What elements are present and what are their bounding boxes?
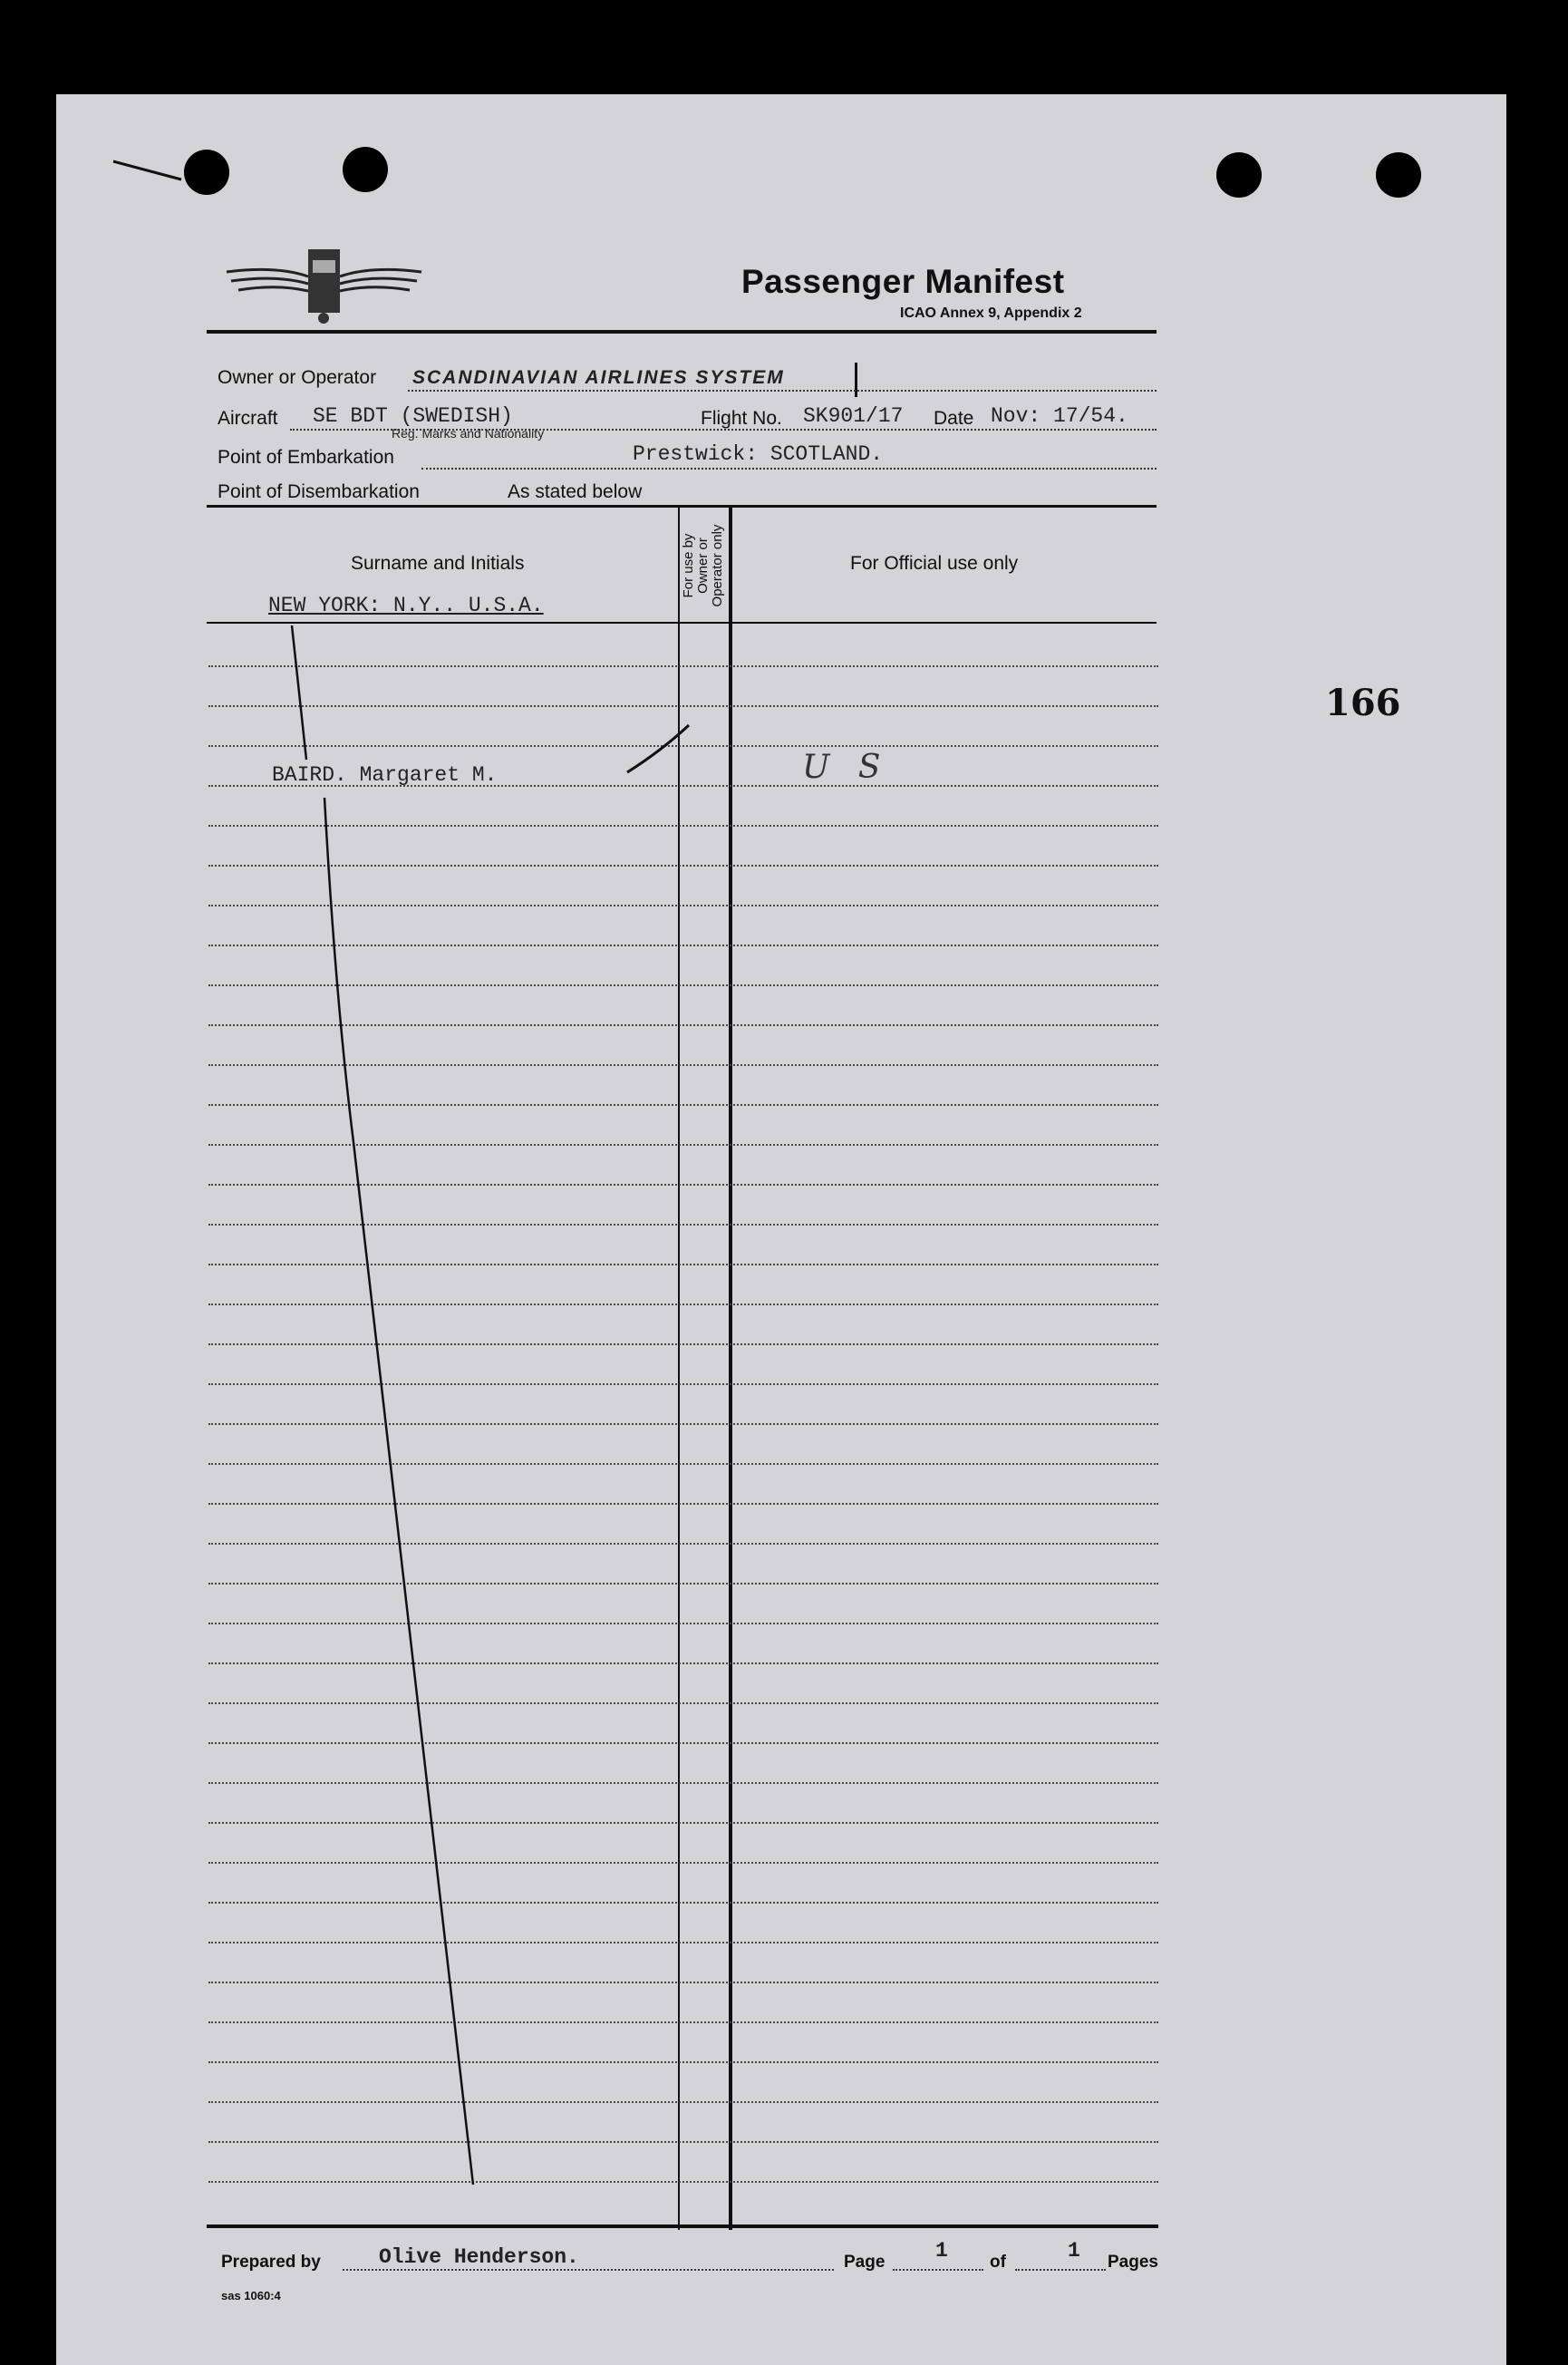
page-subtitle: ICAO Annex 9, Appendix 2 (900, 305, 1082, 321)
disembark-value: As stated below (508, 481, 643, 502)
form-code: sas 1060:4 (221, 2289, 281, 2302)
passenger-official-note: U S (802, 749, 890, 786)
col-header-official: For Official use only (850, 553, 1019, 574)
passenger-name: BAIRD. Margaret M. (272, 763, 498, 787)
owner-value: SCANDINAVIAN AIRLINES SYSTEM (412, 367, 785, 388)
margin-number: 166 (1325, 682, 1401, 724)
aircraft-sublabel: Reg. Marks and Nationality (392, 426, 545, 441)
owner-label: Owner or Operator (218, 367, 377, 388)
page-label: Page (844, 2253, 886, 2272)
flight-label: Flight No. (701, 408, 782, 429)
disembark-label: Point of Disembarkation (218, 481, 420, 502)
flight-value: SK901/17 (803, 404, 904, 428)
pages-value: 1 (1068, 2239, 1080, 2263)
aircraft-value: SE BDT (SWEDISH) (313, 404, 513, 428)
table-bottom-rule (207, 2224, 1158, 2228)
aircraft-label: Aircraft (218, 408, 278, 429)
col-header-owner-use-text: For use by Owner or Operator only (681, 524, 725, 607)
embark-value: Prestwick: SCOTLAND. (633, 442, 884, 466)
prepared-by-label: Prepared by (221, 2253, 321, 2272)
date-value: Nov: 17/54. (991, 404, 1128, 428)
col-header-surname: Surname and Initials (351, 553, 525, 574)
page-value: 1 (935, 2239, 948, 2263)
embark-label: Point of Embarkation (218, 447, 394, 468)
of-label: of (990, 2253, 1006, 2272)
pages-line (1015, 2269, 1106, 2271)
destination: NEW YORK: N.Y.. U.S.A. (268, 594, 544, 617)
date-label: Date (934, 408, 974, 429)
prepared-by-line (343, 2269, 834, 2271)
pages-label: Pages (1108, 2253, 1158, 2272)
prepared-by-value: Olive Henderson. (379, 2245, 579, 2269)
page-line (893, 2269, 983, 2271)
page-title: Passenger Manifest (741, 263, 1065, 300)
